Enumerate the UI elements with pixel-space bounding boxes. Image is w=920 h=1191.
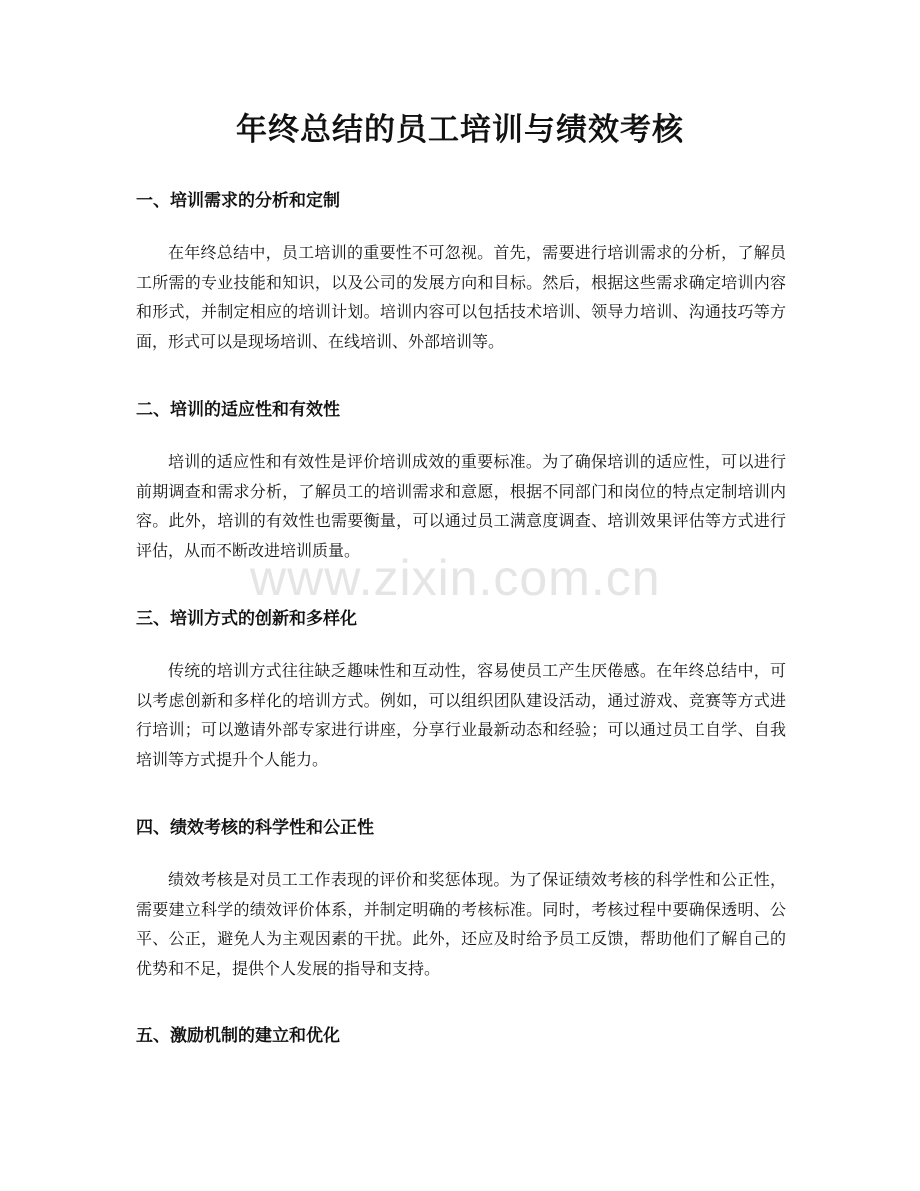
section-5 (136, 1023, 786, 1049)
section-paragraph: 绩效考核是对员工工作表现的评价和奖惩体现。为了保证绩效考核的科学性和公正性，需要建立科学的绩效评价体系，并制定明确的考核标准。同时，考核过程中要确保透明、公平、公正，避免人为主观因素的干扰。此外，还应及时给予员工反馈，帮助他们了解自己的优势和不足，提供个人发展的指导和支持。 (136, 870, 786, 978)
section-4 (136, 815, 786, 983)
section-heading: 五、激励机制的建立和优化 (136, 1026, 340, 1046)
section-paragraph: 在年终总结中，员工培训的重要性不可忽视。首先，需要进行培训需求的分析，了解员工所需的专业技能和知识，以及公司的发展方向和目标。然后，根据这些需求确定培训内容和形式，并制定相应的培训计划。培训内容可以包括技术培训、领导力培训、沟通技巧等方面，形式可以是现场培训、在线培训、外部培训等。 (136, 243, 786, 351)
section-heading: 二、培训的适应性和有效性 (136, 400, 340, 420)
section-heading: 三、培训方式的创新和多样化 (136, 609, 357, 629)
watermark-text: www.zixin.com.cn (250, 550, 661, 606)
section-3 (136, 606, 786, 774)
section-heading: 一、培训需求的分析和定制 (136, 191, 340, 211)
section-1 (136, 188, 786, 356)
section-2 (136, 397, 786, 565)
section-heading: 四、绩效考核的科学性和公正性 (136, 818, 374, 838)
section-paragraph: 培训的适应性和有效性是评价培训成效的重要标准。为了确保培训的适应性，可以进行前期调查和需求分析，了解员工的培训需求和意愿，根据不同部门和岗位的特点定制培训内容。此外，培训的有效性也需要衡量，可以通过员工满意度调查、培训效果评估等方式进行评估，从而不断改进培训质量。 (136, 452, 786, 560)
document-title: 年终总结的员工培训与绩效考核 (236, 112, 684, 148)
section-paragraph: 传统的培训方式往往缺乏趣味性和互动性，容易使员工产生厌倦感。在年终总结中，可以考虑创新和多样化的培训方式。例如，可以组织团队建设活动，通过游戏、竞赛等方式进行培训；可以邀请外部专家进行讲座，分享行业最新动态和经验；可以通过员工自学、自我培训等方式提升个人能力。 (136, 661, 786, 769)
